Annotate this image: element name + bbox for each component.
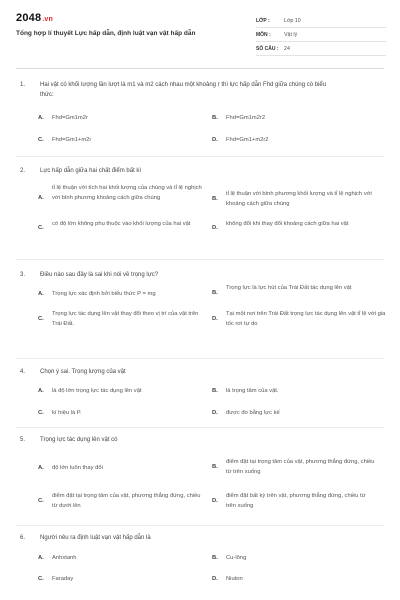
question-divider [16,156,384,157]
option-letter: A. [38,291,44,297]
option-text: Anhxtanh [52,555,77,561]
option-letter: D. [212,137,218,143]
meta-label: MÔN : [256,31,271,38]
option-text: kí hiệu là P. [52,410,82,416]
meta-value: 24 [284,45,290,52]
question-divider [16,525,384,526]
option-text: có độ lớn không phụ thuộc vào khối lượng của hai vật [52,221,191,227]
question-number: 5. [20,437,26,443]
option-text: Tại một nơi trên Trái Đất trọng lực tác dụng lên vật tỉ lệ với gia tốc rơi tự do [226,311,386,327]
option-letter: B. [212,115,218,121]
meta-label: LỚP : [256,17,270,24]
option-letter: D. [212,498,218,504]
option-text: Fhd=Gm1+m2r [52,137,92,143]
question-number: 2. [20,168,26,174]
question-text: Người nêu ra định luật vạn vật hấp dẫn là [40,535,151,541]
meta-row-subject [256,28,386,42]
option-letter: A. [38,115,44,121]
option-letter: B. [212,464,218,470]
option-text: tỉ lệ thuận với tích hai khối lượng của chúng và tỉ lệ nghịch với bình phương khoảng cách giữa chúng [52,185,202,201]
logo-number: 2048 [16,12,42,24]
meta-row-count [256,42,386,56]
option-letter: B. [212,290,218,296]
question-divider [16,358,384,359]
option-text: Fhd=Gm1+m2r2 [226,137,269,143]
question-text: Điều nào sau đây là sai khi nói về trọng lực? [40,272,159,278]
meta-value: Vật lý [284,31,298,38]
page-title: Tổng hợp lí thuyết Lực hấp dẫn, định luật vạn vật hấp dẫn [16,30,196,37]
option-letter: C. [38,137,44,143]
quiz-meta [256,14,386,56]
option-text: điểm đặt tại trọng tâm của vật, phương thẳng đứng, chiều từ trên xuống [226,459,375,475]
meta-value: Lớp 10 [284,17,301,24]
option-text: tỉ lệ thuận với bình phương khối lượng và tỉ lệ nghịch với khoảng cách giữa chúng [226,191,372,207]
option-letter: A. [38,195,44,201]
option-text: Trọng lực xác định bởi biểu thức P = mg [52,291,156,297]
option-text: điểm đặt bất kỳ trên vật, phương thẳng đứng, chiều từ trên xuống [226,493,366,509]
option-letter: C. [38,576,44,582]
question-text: Hai vật có khối lượng lần lượt là m1 và m2 cách nhau một khoảng r thì lực hấp dẫn Fhd giữa chúng có biểu thức: [40,82,327,98]
option-text: Cu-lông [226,555,247,561]
option-letter: B. [212,555,218,561]
question-number: 4. [20,369,26,375]
option-text: Fhd=Gm1m2r [52,115,88,121]
option-letter: A. [38,555,44,561]
option-text: điểm đặt tại trọng tâm của vật, phương thẳng đứng, chiều từ dưới lên [52,493,201,509]
option-text: được đo bằng lực kế [226,410,280,416]
question-number: 6. [20,535,26,541]
option-text: Niuton [226,576,243,582]
option-letter: C. [38,225,44,231]
option-text: Fhd=Gm1m2r2 [226,115,266,121]
option-text: Trọng lực là lực hút của Trái Đất tác dụng lên vật [226,285,352,291]
question-text: Lực hấp dẫn giữa hai chất điểm bất kì [40,168,142,174]
question-text: Trọng lực tác dụng lên vật có [40,437,118,443]
question-divider [16,259,384,260]
question-number: 1. [20,82,26,88]
option-letter: C. [38,410,44,416]
option-letter: B. [212,388,218,394]
meta-label: SỐ CÂU : [256,45,279,52]
option-text: Trọng lực tác dụng lên vật thay đổi theo vị trí của vật trên Trái Đất. [52,311,199,327]
meta-row-class [256,14,386,28]
question-number: 3. [20,272,26,278]
question-divider [16,427,384,428]
logo-suffix: .vn [42,16,53,23]
option-letter: D. [212,316,218,322]
option-letter: B. [212,196,218,202]
option-letter: A. [38,388,44,394]
option-letter: A. [38,465,44,471]
option-letter: D. [212,225,218,231]
question-text: Chọn ý sai. Trọng lượng của vật [40,369,126,375]
option-letter: D. [212,576,218,582]
option-letter: D. [212,410,218,416]
header-divider [16,68,384,69]
option-letter: C. [38,316,44,322]
option-text: không đổi khi thay đổi khoảng cách giữa hai vật [226,221,349,227]
option-text: Faraday [52,576,74,582]
option-text: là độ lớn trọng lực tác dụng lên vật [52,388,142,394]
option-text: là trọng tâm của vật. [226,388,279,394]
option-text: độ lớn luôn thay đổi [52,465,103,471]
option-letter: C. [38,498,44,504]
